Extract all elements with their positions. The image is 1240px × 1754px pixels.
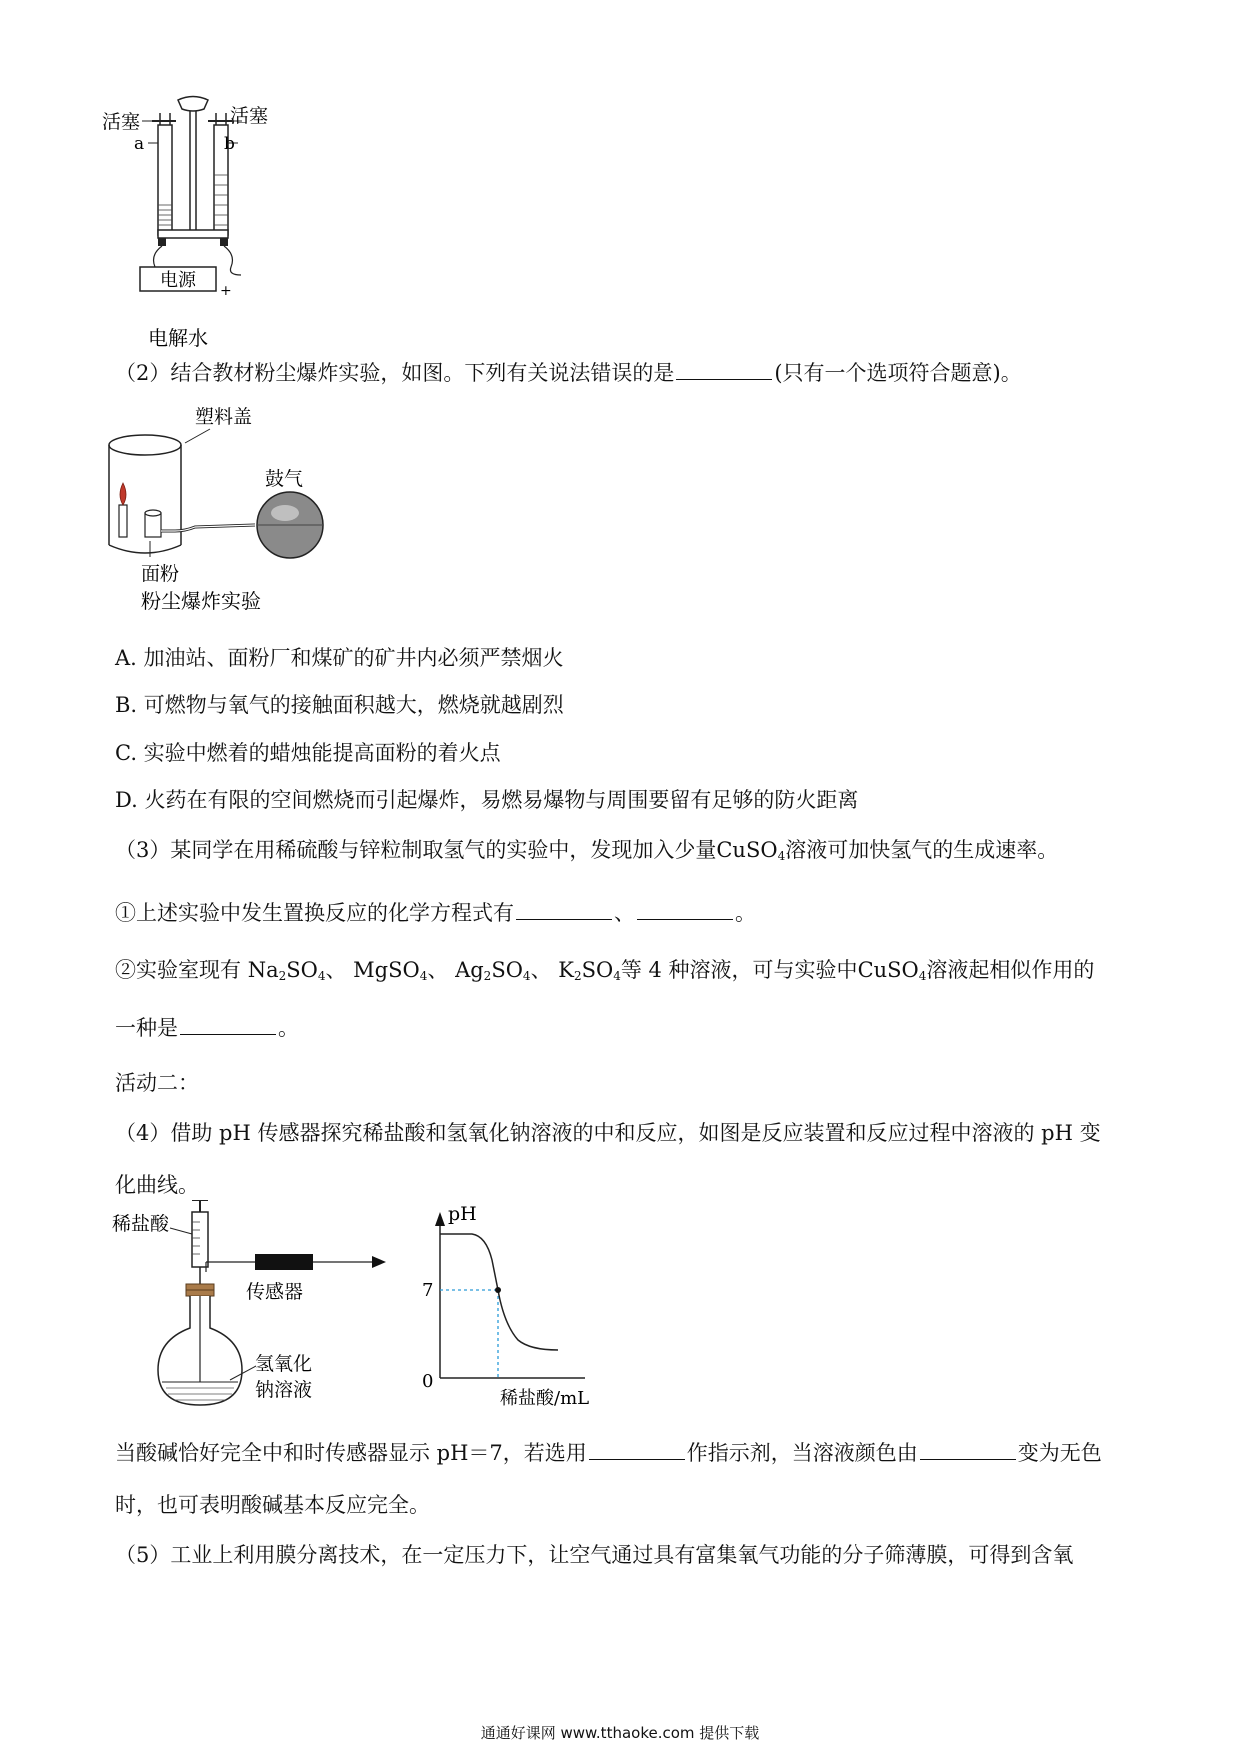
q4-after-line2: 时，也可表明酸碱基本反应完全。 <box>115 1493 430 1517</box>
flour-label: 面粉 <box>141 563 180 585</box>
x-axis-label: 稀盐酸/mL <box>500 1388 590 1409</box>
dust-explosion-figure <box>105 405 365 615</box>
q3-sub2-line2: 一种是 。 <box>115 1016 299 1040</box>
label-b: b <box>224 134 235 154</box>
option-d: D. 火药在有限的空间燃烧而引起爆炸，易燃易爆物与周围要留有足够的防火距离 <box>115 788 859 812</box>
titration-apparatus-figure <box>110 1200 400 1410</box>
equivalence-point <box>495 1287 501 1293</box>
y-tick-7: 7 <box>422 1280 434 1301</box>
ph-curve-chart <box>410 1200 630 1410</box>
plus-sign: + <box>220 283 232 299</box>
naoh-label-line1: 氢氧化 <box>255 1353 313 1375</box>
q3-eq1-blank[interactable] <box>516 901 612 920</box>
q4-line1: （4）借助 pH 传感器探究稀盐酸和氢氧化钠溶液的中和反应，如图是反应装置和反应过程中溶液的 pH 变 <box>115 1121 1101 1145</box>
q3-sub1: ①上述实验中发生置换反应的化学方程式有 、 。 <box>115 901 756 925</box>
electrolysis-figure <box>100 95 320 355</box>
page-footer: 通通好课网 www.tthaoke.com 提供下载 <box>480 1724 760 1742</box>
indicator-blank[interactable] <box>589 1441 685 1460</box>
activity-two-heading: 活动二： <box>115 1071 199 1095</box>
q3-choice-blank[interactable] <box>180 1016 276 1035</box>
q4-line2: 化曲线。 <box>115 1173 199 1197</box>
lid-label: 塑料盖 <box>195 406 253 428</box>
y-axis-label: pH <box>448 1203 477 1225</box>
color-blank[interactable] <box>920 1441 1016 1460</box>
q3-eq2-blank[interactable] <box>637 901 733 920</box>
fig2-caption: 粉尘爆炸实验 <box>141 589 261 613</box>
q3-sub2: ②实验室现有 $Na_2SO_4$、 MgSO$_4$、 $Ag_2SO_4$、 $K_2SO_4$等 4 种溶液，可与实验中CuSO$_4$溶液起相似作用的 <box>115 958 1095 983</box>
y-axis-arrow <box>435 1212 445 1226</box>
q2-line: （2）结合教材粉尘爆炸实验，如图。下列有关说法错误的是 (只有一个选项符合题意)。 <box>115 361 1022 385</box>
valve-right-label: 活塞 <box>230 105 269 127</box>
acid-label: 稀盐酸 <box>112 1213 170 1235</box>
valve-left-label: 活塞 <box>102 111 141 133</box>
power-label: 电源 <box>160 270 196 291</box>
origin-label: 0 <box>422 1371 434 1392</box>
fig1-caption: 电解水 <box>148 326 208 350</box>
option-b: B. 可燃物与氧气的接触面积越大，燃烧就越剧烈 <box>115 693 564 717</box>
q4-after-line1: 当酸碱恰好完全中和时传感器显示 pH＝7，若选用 作指示剂，当溶液颜色由 变为无色 <box>115 1441 1102 1465</box>
sensor-label: 传感器 <box>246 1281 304 1303</box>
label-a: a <box>134 134 145 154</box>
q3-intro: （3）某同学在用稀硫酸与锌粒制取氢气的实验中，发现加入少量CuSO$_4$溶液可加快氢气的生成速率。 <box>115 838 1059 863</box>
bellows-label: 鼓气 <box>265 468 304 490</box>
q2-answer-blank[interactable] <box>676 361 772 380</box>
q5-line1: （5）工业上利用膜分离技术，在一定压力下，让空气通过具有富集氧气功能的分子筛薄膜，可得到含氧 <box>115 1543 1074 1567</box>
option-c: C. 实验中燃着的蜡烛能提高面粉的着火点 <box>115 741 501 765</box>
naoh-label-line2: 钠溶液 <box>255 1379 313 1401</box>
option-a: A. 加油站、面粉厂和煤矿的矿井内必须严禁烟火 <box>115 646 564 670</box>
